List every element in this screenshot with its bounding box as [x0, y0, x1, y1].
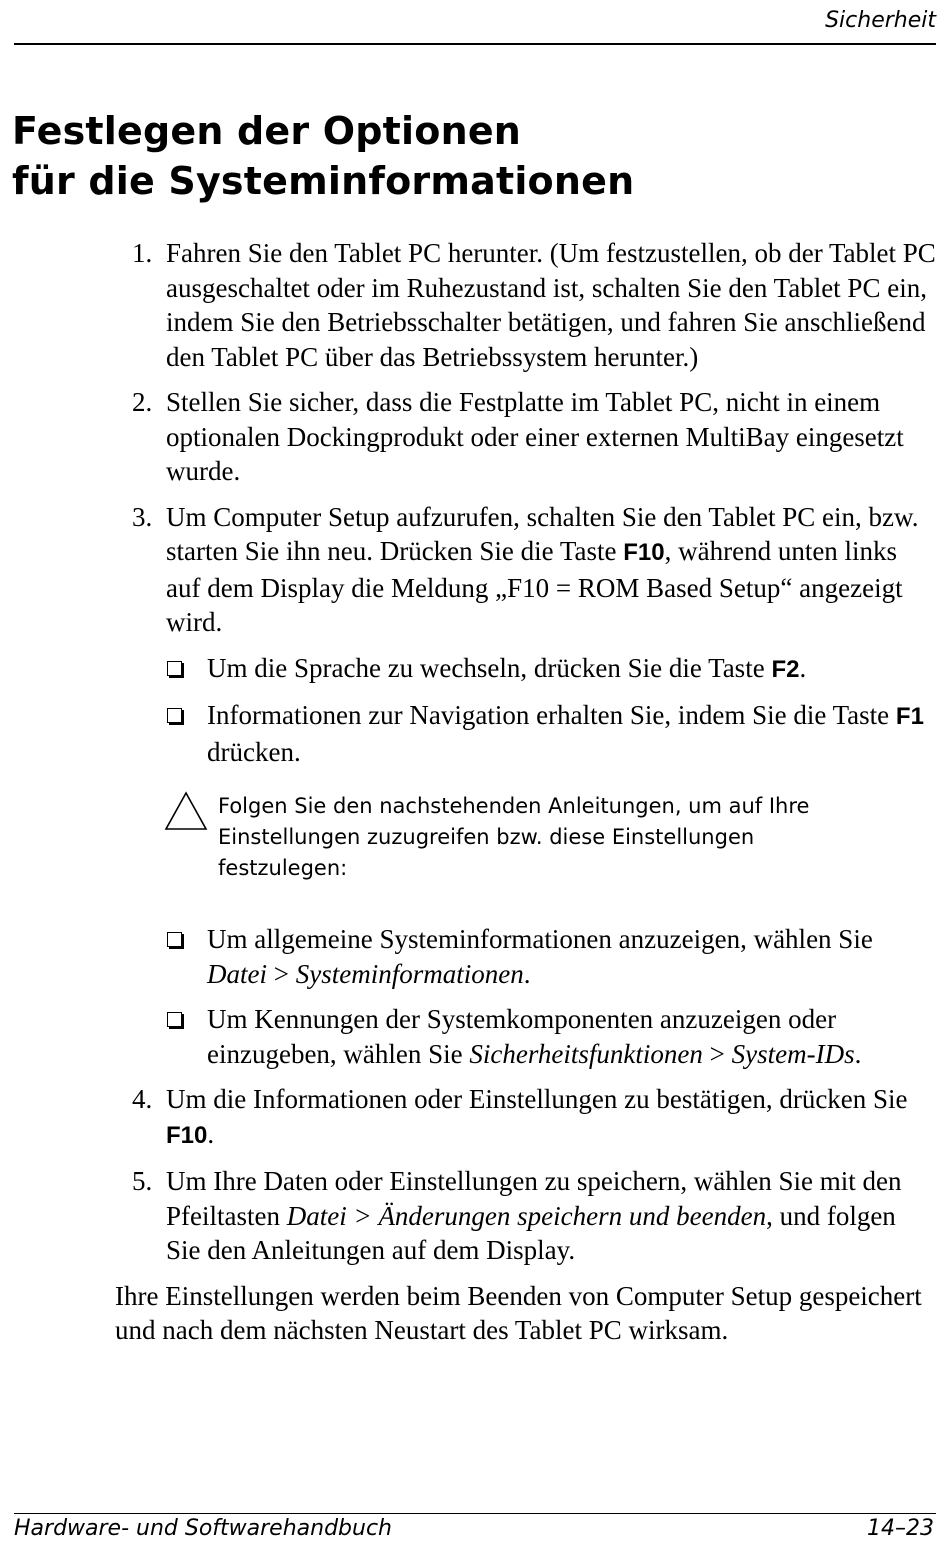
caution-note — [218, 791, 858, 884]
footer-rule — [14, 1513, 936, 1514]
sub-item: Um allgemeine Systeminformationen anzuzeigen, wählen Sie Datei > Systeminformationen. — [207, 922, 937, 991]
key-label: F2 — [771, 655, 800, 683]
sub-item: Informationen zur Navigation erhalten Sie, indem Sie die Taste F1 drücken. — [207, 698, 937, 769]
checkbox-bullet-icon — [167, 708, 182, 723]
sub-item: Um Kennungen der Systemkomponenten anzuzeigen oder einzugeben, wählen Sie Sicherheitsfunktionen > System-IDs. — [207, 1002, 937, 1071]
page-title — [12, 106, 634, 206]
checkbox-bullet-icon — [167, 1012, 182, 1027]
running-header: Sicherheit — [825, 8, 936, 33]
step-text: Stellen Sie sicher, dass die Festplatte im Tablet PC, nicht in einem optionalen Dockingprodukt oder einer externen MultiBay eingesetzt wurde. — [166, 387, 904, 486]
caution-text: Folgen Sie den nachstehenden Anleitungen, um auf Ihre Einstellungen zuzugreifen bzw. diese Einstellungen festzulegen: — [218, 794, 810, 880]
step-number: 3. — [132, 501, 153, 532]
step-text: Um Ihre Daten oder Einstellungen zu speichern, wählen Sie mit den Pfeiltasten Datei > Änderungen speichern und beenden, und folgen Sie den Anleitungen auf dem Display. — [166, 1166, 902, 1265]
step-text: Um Computer Setup aufzurufen, schalten Sie den Tablet PC ein, bzw. starten Sie ihn neu. Drücken Sie die Taste F10, während unten links auf dem Display die Meldung „F10 = ROM Based Setup“ angezeigt wird. — [166, 501, 919, 637]
sub-item: Um die Sprache zu wechseln, drücken Sie die Taste F2. — [207, 651, 937, 688]
closing-paragraph: Ihre Einstellungen werden beim Beenden von Computer Setup gespeichert und nach dem nächsten Neustart des Tablet PC wirksam. — [115, 1280, 922, 1345]
step-5 — [132, 1164, 936, 1268]
header-rule — [14, 43, 936, 45]
checkbox-bullet-icon — [167, 661, 182, 676]
step-4 — [132, 1082, 936, 1153]
step-text: Fahren Sie den Tablet PC herunter. (Um festzustellen, ob der Tablet PC ausgeschaltet oder im Ruhezustand ist, schalten Sie den Tablet PC ein, indem Sie den Betriebsschalter betätigen, und fahren Sie anschließend den Tablet PC über das Betriebssystem herunter.) — [166, 238, 936, 372]
title-line-1: Festlegen der Optionen — [12, 109, 522, 153]
step-3 — [132, 500, 936, 640]
footer-book-title: Hardware- und Softwarehandbuch — [14, 1516, 392, 1541]
footer-page-number: 14–23 — [867, 1516, 934, 1541]
step-number: 4. — [132, 1084, 153, 1114]
checkbox-bullet-icon — [167, 932, 182, 947]
key-label: F1 — [895, 703, 924, 730]
step-2 — [132, 385, 936, 489]
caution-triangle-icon — [164, 791, 208, 831]
title-line-2: für die Systeminformationen — [12, 159, 635, 203]
step-1 — [132, 236, 936, 374]
key-label: F10 — [166, 1121, 208, 1149]
key-label: F10 — [623, 539, 665, 566]
main-content — [0, 236, 950, 1348]
step-text: Um die Informationen oder Einstellungen zu bestätigen, drücken Sie F10. — [166, 1084, 908, 1149]
step-number: 1. — [132, 238, 153, 268]
step-number: 2. — [132, 387, 153, 417]
step-number: 5. — [132, 1166, 153, 1196]
